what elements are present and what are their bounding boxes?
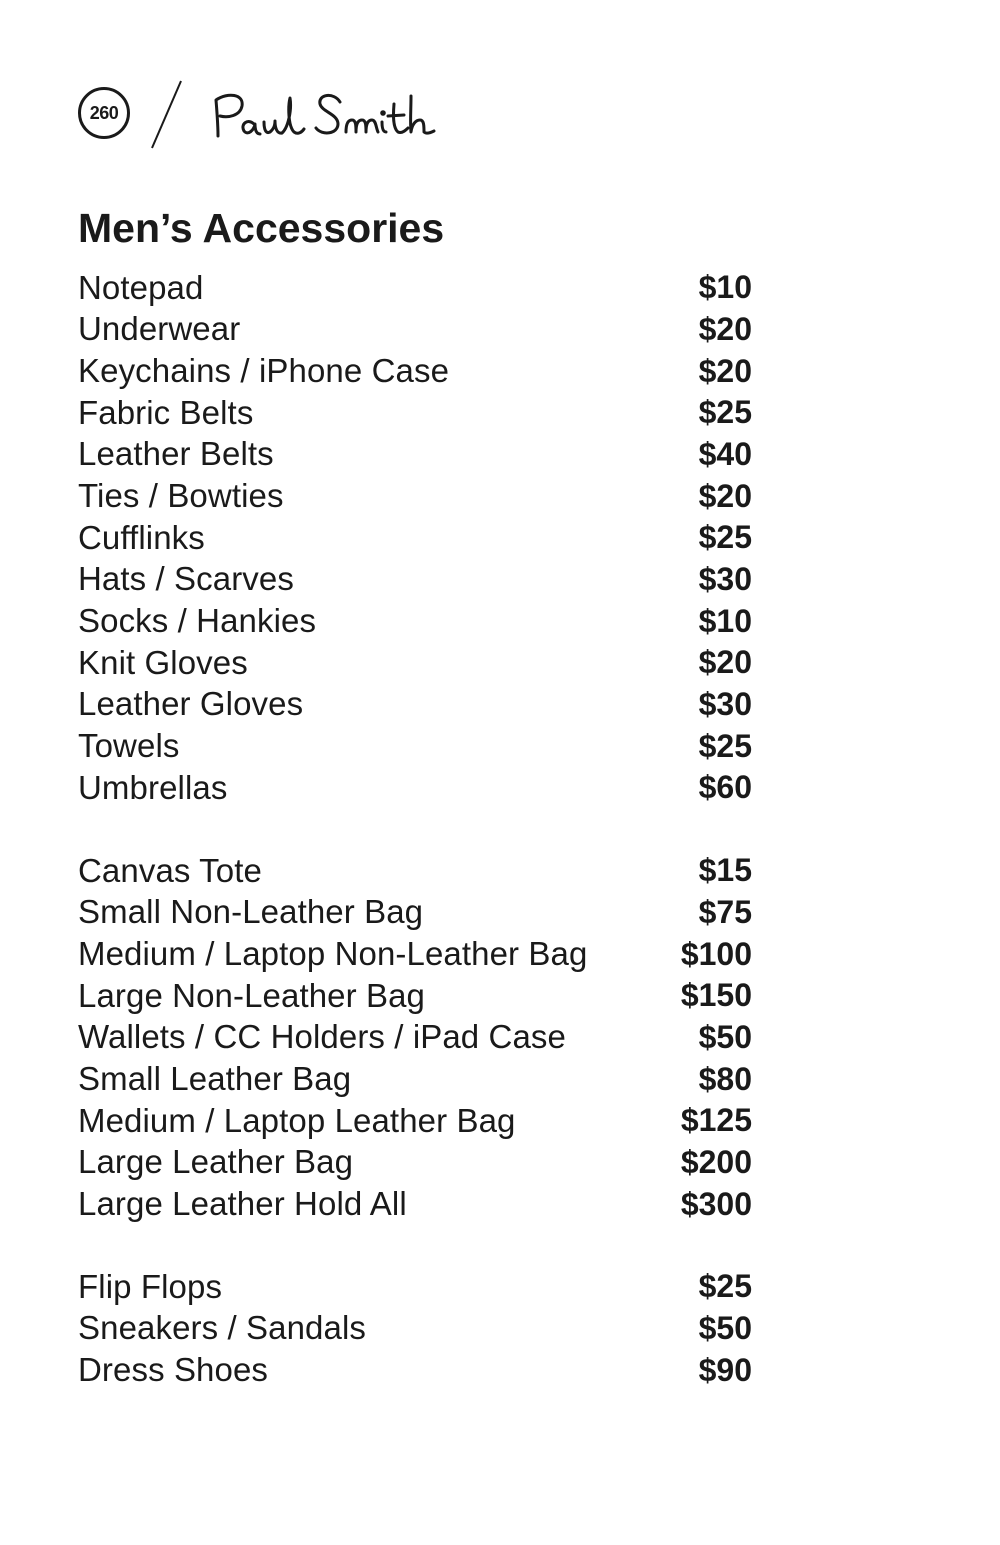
- item-name: Large Leather Hold All: [78, 1185, 407, 1223]
- list-item: [78, 1142, 752, 1184]
- item-name: Cufflinks: [78, 518, 205, 556]
- item-name: Large Leather Bag: [78, 1143, 354, 1181]
- item-price: $20: [698, 352, 752, 389]
- section-title: Men’s Accessories: [78, 205, 445, 251]
- item-price: $80: [698, 1060, 752, 1097]
- item-name: Medium / Laptop Leather Bag: [78, 1101, 516, 1139]
- item-name: Leather Belts: [78, 435, 274, 473]
- list-item: [78, 933, 752, 975]
- page-header: [78, 78, 498, 154]
- list-item: [78, 1266, 752, 1308]
- list-item: [78, 517, 752, 559]
- item-price: $25: [698, 727, 752, 764]
- list-item: [78, 975, 752, 1017]
- page-number-badge: [78, 87, 130, 139]
- list-item: [78, 350, 752, 392]
- item-price: $15: [698, 852, 752, 889]
- item-name: Leather Gloves: [78, 685, 304, 723]
- item-price: $50: [698, 1309, 752, 1346]
- item-price: $30: [698, 560, 752, 597]
- list-item: [78, 600, 752, 642]
- item-price: $25: [698, 1268, 752, 1305]
- item-name: Small Non-Leather Bag: [78, 893, 424, 931]
- paul-smith-signature-logo: [208, 84, 478, 144]
- item-name: Socks / Hankies: [78, 602, 317, 640]
- item-name: Keychains / iPhone Case: [78, 352, 450, 390]
- item-price: $20: [698, 644, 752, 681]
- item-name: Dress Shoes: [78, 1351, 269, 1389]
- item-price: $200: [680, 1143, 752, 1180]
- item-price: $100: [680, 935, 752, 972]
- list-item: [78, 767, 752, 809]
- list-item: [78, 725, 752, 767]
- item-name: Large Non-Leather Bag: [78, 976, 426, 1014]
- item-name: Flip Flops: [78, 1267, 223, 1305]
- list-item: [78, 559, 752, 601]
- item-price: $30: [698, 685, 752, 722]
- list-item: [78, 309, 752, 351]
- item-name: Notepad: [78, 268, 204, 306]
- list-item: [78, 1349, 752, 1391]
- item-price: $150: [680, 977, 752, 1014]
- item-name: Underwear: [78, 310, 241, 348]
- item-name: Fabric Belts: [78, 393, 254, 431]
- item-price: $90: [698, 1351, 752, 1388]
- list-item: [78, 392, 752, 434]
- item-name: Umbrellas: [78, 768, 228, 806]
- list-item: [78, 434, 752, 476]
- item-price: $60: [698, 769, 752, 806]
- list-item: [78, 475, 752, 517]
- divider-slash: [148, 78, 188, 154]
- item-price: $125: [680, 1102, 752, 1139]
- list-item: [78, 1308, 752, 1350]
- item-name: Medium / Laptop Non-Leather Bag: [78, 935, 588, 973]
- list-item: [78, 684, 752, 726]
- item-name: Knit Gloves: [78, 643, 248, 681]
- list-item: [78, 850, 752, 892]
- item-price: $300: [680, 1185, 752, 1222]
- item-name: Towels: [78, 727, 180, 765]
- item-price: $10: [698, 269, 752, 306]
- list-item: [78, 1017, 752, 1059]
- item-name: Canvas Tote: [78, 851, 262, 889]
- list-item: [78, 1183, 752, 1225]
- item-price: $40: [698, 435, 752, 472]
- list-item: [78, 1100, 752, 1142]
- item-price: $20: [698, 477, 752, 514]
- item-name: Wallets / CC Holders / iPad Case: [78, 1018, 566, 1056]
- bags-group: [78, 850, 752, 1225]
- item-price: $25: [698, 394, 752, 431]
- list-item: [78, 892, 752, 934]
- footwear-group: [78, 1266, 752, 1391]
- item-price: $75: [698, 893, 752, 930]
- list-item: [78, 1058, 752, 1100]
- item-name: Sneakers / Sandals: [78, 1309, 366, 1347]
- item-name: Small Leather Bag: [78, 1060, 352, 1098]
- list-item: [78, 642, 752, 684]
- accessories-group: [78, 267, 752, 809]
- item-price: $50: [698, 1018, 752, 1055]
- item-price: $20: [698, 310, 752, 347]
- list-item: [78, 267, 752, 309]
- item-price: $25: [698, 519, 752, 556]
- item-name: Ties / Bowties: [78, 477, 284, 515]
- item-name: Hats / Scarves: [78, 560, 294, 598]
- page-number: 260: [89, 102, 119, 123]
- item-price: $10: [698, 602, 752, 639]
